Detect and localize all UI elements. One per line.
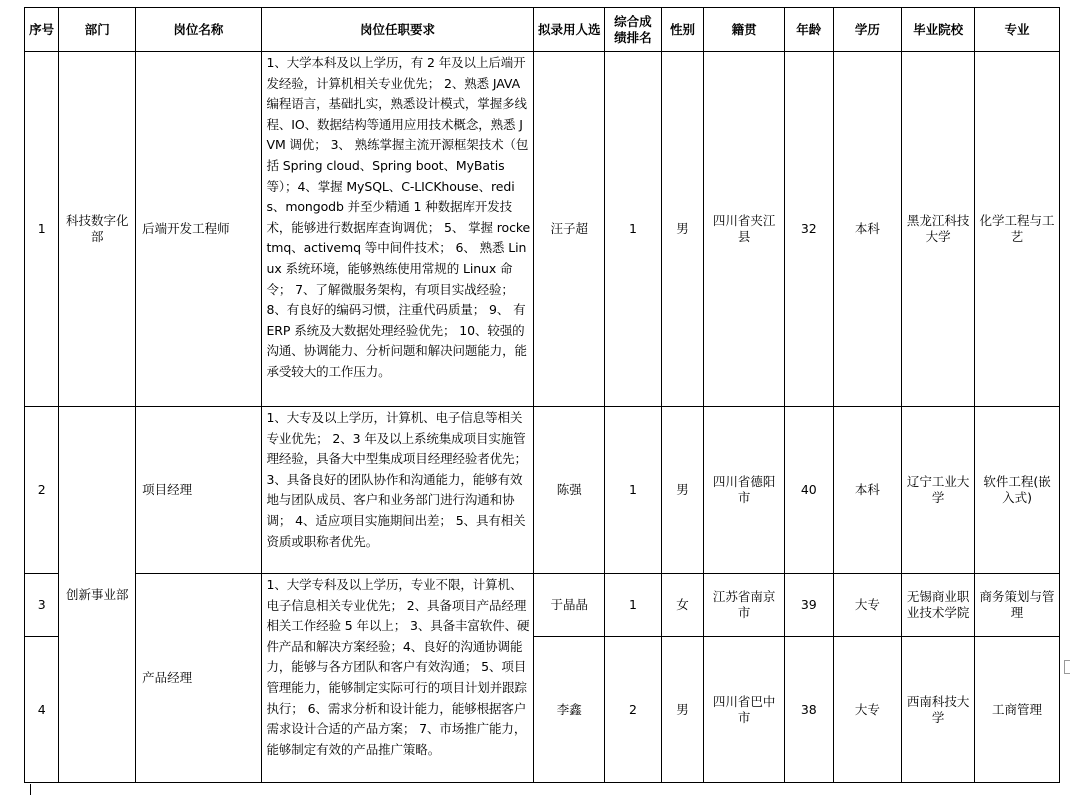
cell-rank: 1 — [605, 407, 662, 574]
header-origin: 籍贯 — [704, 8, 785, 52]
cell-gender: 男 — [661, 52, 703, 407]
header-gender: 性别 — [661, 8, 703, 52]
cell-major: 软件工程(嵌入式) — [975, 407, 1060, 574]
cell-rank: 1 — [605, 574, 662, 637]
cell-education: 本科 — [833, 52, 902, 407]
text-cursor — [30, 784, 31, 795]
cell-rank: 2 — [605, 637, 662, 783]
header-education: 学历 — [833, 8, 902, 52]
cell-gender: 女 — [661, 574, 703, 637]
recruitment-table — [24, 7, 1060, 783]
cell-requirements: 1、大专及以上学历，计算机、电子信息等相关专业优先； 2、3 年及以上系统集成项目实施管理经验，具备大中型集成项目经理经验者优先； 3、具备良好的团队协作和沟通能力，能够有效地与团队成员、客户和业务部门进行沟通和协调； 4、适应项目实施期间出差； 5、具有相关资质或职称者优先。 — [261, 407, 534, 574]
cell-requirements: 1、大学专科及以上学历，专业不限，计算机、电子信息相关专业优先； 2、具备项目产品经理相关工作经验 5 年以上； 3、具备丰富软件、硬件产品和解决方案经验；4、良好的沟通协调能力，能够与各方团队和客户有效沟通； 5、项目管理能力，能够制定实际可行的项目计划并跟踪执行； 6、需求分析和设计能力，能够根据客户需求设计合适的产品方案； 7、市场推广能力，能够制定有效的产品推广策略。 — [261, 574, 534, 783]
header-row — [25, 8, 1060, 52]
cell-candidate: 于晶晶 — [534, 574, 605, 637]
cell-candidate: 李鑫 — [534, 637, 605, 783]
cell-gender: 男 — [661, 637, 703, 783]
cell-school: 黑龙江科技大学 — [902, 52, 975, 407]
header-seq: 序号 — [25, 8, 59, 52]
cell-age: 32 — [785, 52, 834, 407]
layout-anchor-marker — [1064, 660, 1070, 674]
cell-age: 39 — [785, 574, 834, 637]
cell-candidate: 陈强 — [534, 407, 605, 574]
cell-dept: 创新事业部 — [59, 407, 136, 783]
cell-seq: 2 — [25, 407, 59, 574]
cell-origin: 四川省巴中市 — [704, 637, 785, 783]
header-age: 年龄 — [785, 8, 834, 52]
cell-seq: 1 — [25, 52, 59, 407]
table-row — [25, 574, 1060, 637]
cell-major: 商务策划与管理 — [975, 574, 1060, 637]
cell-education: 大专 — [833, 574, 902, 637]
cell-major: 工商管理 — [975, 637, 1060, 783]
cell-origin: 江苏省南京市 — [704, 574, 785, 637]
table-row — [25, 52, 1060, 407]
cell-dept: 科技数字化部 — [59, 52, 136, 407]
cell-education: 本科 — [833, 407, 902, 574]
cell-seq: 4 — [25, 637, 59, 783]
cell-school: 辽宁工业大学 — [902, 407, 975, 574]
cell-position: 产品经理 — [136, 574, 261, 783]
header-school: 毕业院校 — [902, 8, 975, 52]
cell-gender: 男 — [661, 407, 703, 574]
header-candidate: 拟录用人选 — [534, 8, 605, 52]
header-rank: 综合成绩排名 — [605, 8, 662, 52]
cell-age: 40 — [785, 407, 834, 574]
header-major: 专业 — [975, 8, 1060, 52]
cell-age: 38 — [785, 637, 834, 783]
cell-seq: 3 — [25, 574, 59, 637]
cell-major: 化学工程与工艺 — [975, 52, 1060, 407]
table-row — [25, 407, 1060, 574]
cell-education: 大专 — [833, 637, 902, 783]
cell-position: 后端开发工程师 — [136, 52, 261, 407]
header-requirements: 岗位任职要求 — [261, 8, 534, 52]
cell-origin: 四川省德阳市 — [704, 407, 785, 574]
cell-school: 无锡商业职业技术学院 — [902, 574, 975, 637]
cell-requirements: 1、大学本科及以上学历，有 2 年及以上后端开发经验，计算机相关专业优先； 2、熟悉 JAVA 编程语言，基础扎实，熟悉设计模式，掌握多线程、IO、数据结构等通用应用技术概念，熟悉 JVM 调优； 3、 熟练掌握主流开源框架技术（包括 Spring cloud、Spring boot、MyBatis 等）；4、掌握 MySQL、C-LICKhouse、redis、mongodb 并至少精通 1 种数据库开发技术，能够进行数据库查询调优； 5、 掌握 rocketmq、activemq 等中间件技术； 6、 熟悉 Linux 系统环境，能够熟练使用常规的 Linux 命令； 7、了解微服务架构，有项目实战经验； 8、有良好的编码习惯，注重代码质量； 9、 有 ERP 系统及大数据处理经验优先； 10、较强的沟通、协调能力、分析问题和解决问题能力，能承受较大的工作压力。 — [261, 52, 534, 407]
cell-rank: 1 — [605, 52, 662, 407]
cell-school: 西南科技大学 — [902, 637, 975, 783]
cell-candidate: 汪子超 — [534, 52, 605, 407]
cell-origin: 四川省夹江县 — [704, 52, 785, 407]
cell-position: 项目经理 — [136, 407, 261, 574]
header-dept: 部门 — [59, 8, 136, 52]
header-position: 岗位名称 — [136, 8, 261, 52]
